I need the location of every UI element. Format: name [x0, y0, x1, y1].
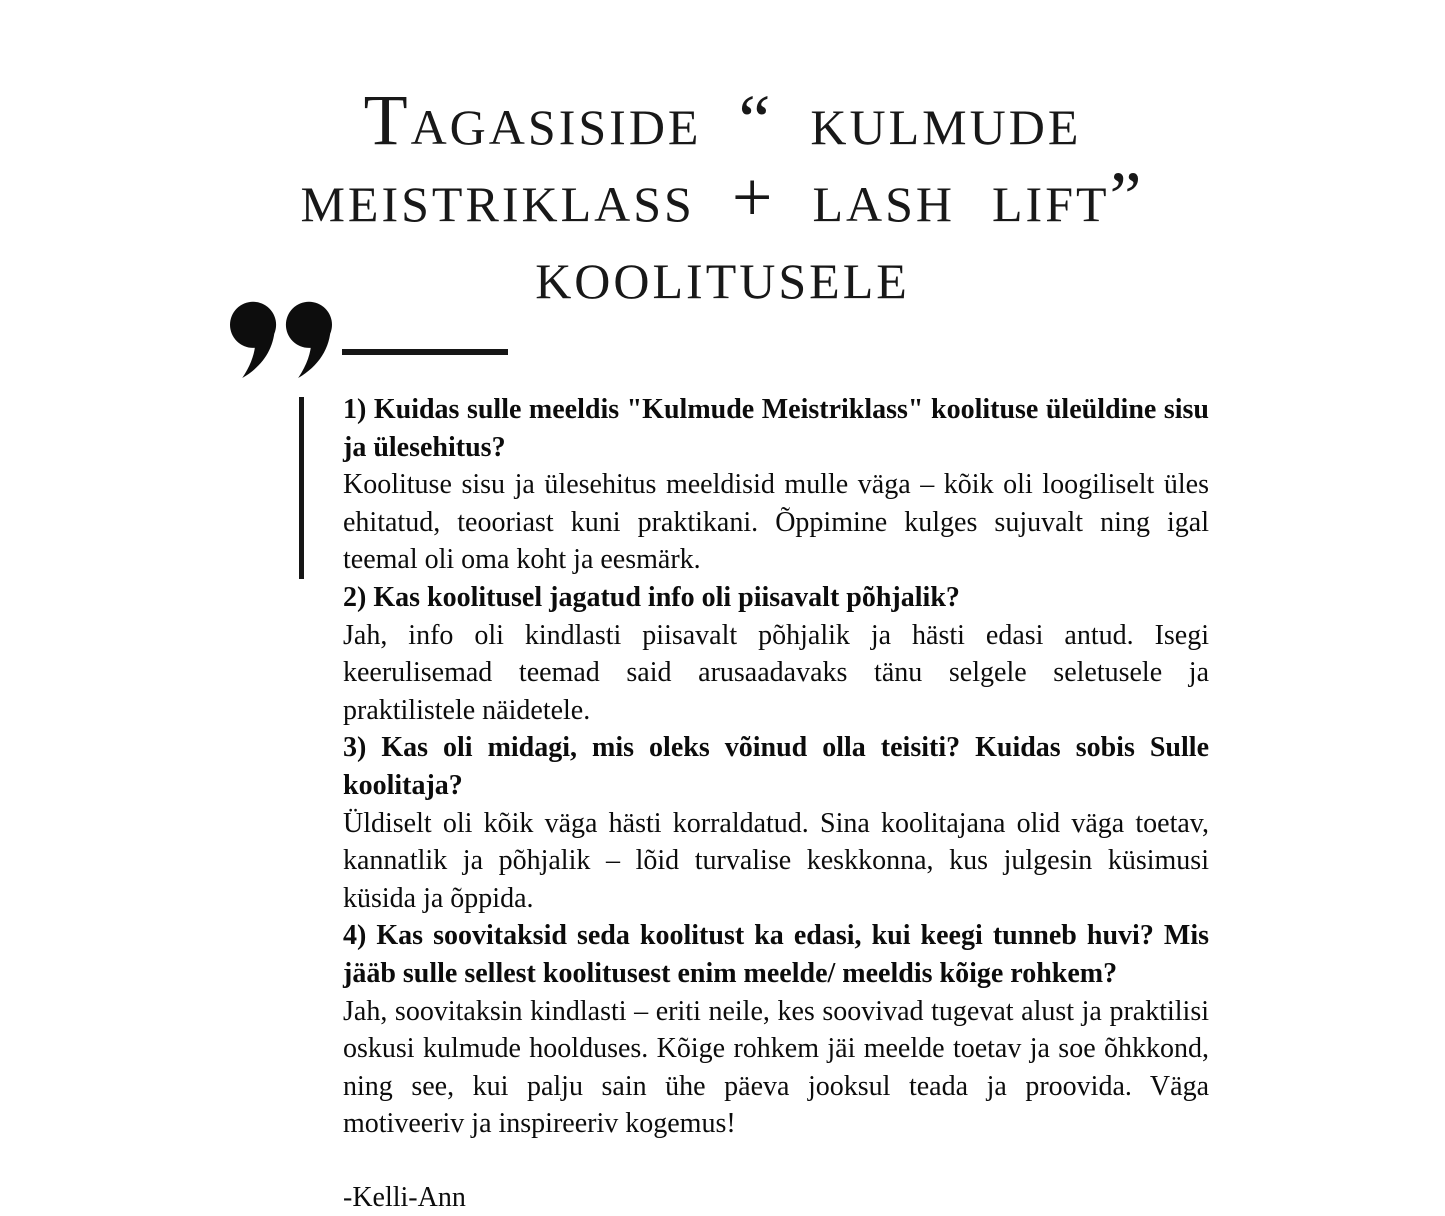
question-3: 3) Kas oli midagi, mis oleks võinud olla teisiti? Kuidas sobis Sulle koolitaja?: [343, 732, 1209, 801]
question-4: 4) Kas soovitaksid seda koolitust ka edasi, kui keegi tunneb huvi? Mis jääb sulle sellest koolitusest enim meelde/ meeldis kõige rohkem?: [343, 920, 1209, 989]
question-2: 2) Kas koolitusel jagatud info oli piisavalt põhjalik?: [343, 581, 960, 613]
quotation-mark-icon: [230, 301, 332, 379]
answer-1: Koolituse sisu ja ülesehitus meeldisid mulle väga – kõik oli loogiliselt üles ehitatud, teooriast kuni praktikani. Õppimine kulges sujuvalt ning igal teemal oli oma koht ja eesmärk.: [343, 469, 1209, 576]
title-line-1: Tagasiside “ kulmude: [363, 80, 1082, 160]
answer-3: Üldiselt oli kõik väga hästi korraldatud. Sina koolitajana olid väga toetav, kannatlik ja põhjalik – lõid turvalise keskkonna, kus julgesin küsimusi küsida ja õppida.: [343, 807, 1209, 914]
answer-4: Jah, soovitaksin kindlasti – eriti neile, kes soovivad tugevat alust ja praktilisi oskusi kulmude hoolduses. Kõige rohkem jäi meelde toetav ja soe õhkkond, ning see, kui palju sain ühe päeva jooksul teada ja proovida. Väga motiveeriv ja inspireeriv kogemus!: [343, 995, 1209, 1140]
horizontal-divider: [342, 349, 508, 355]
testimonial-body: [343, 391, 1209, 1216]
vertical-accent-bar: [299, 397, 304, 579]
signature: -Kelli-Ann: [343, 1181, 466, 1213]
answer-2: Jah, info oli kindlasti piisavalt põhjalik ja hästi edasi antud. Isegi keerulisemad teemad said arusaadavaks tänu selgele seletusele ja praktilistele näidetele.: [343, 619, 1209, 726]
question-1: 1) Kuidas sulle meeldis "Kulmude Meistriklass" koolituse üleüldine sisu ja ülesehitus?: [343, 394, 1209, 463]
title-line-2: meistriklass + lash lift”: [300, 157, 1145, 237]
page-title: [0, 82, 1445, 313]
title-line-3: koolitusele: [535, 234, 910, 314]
